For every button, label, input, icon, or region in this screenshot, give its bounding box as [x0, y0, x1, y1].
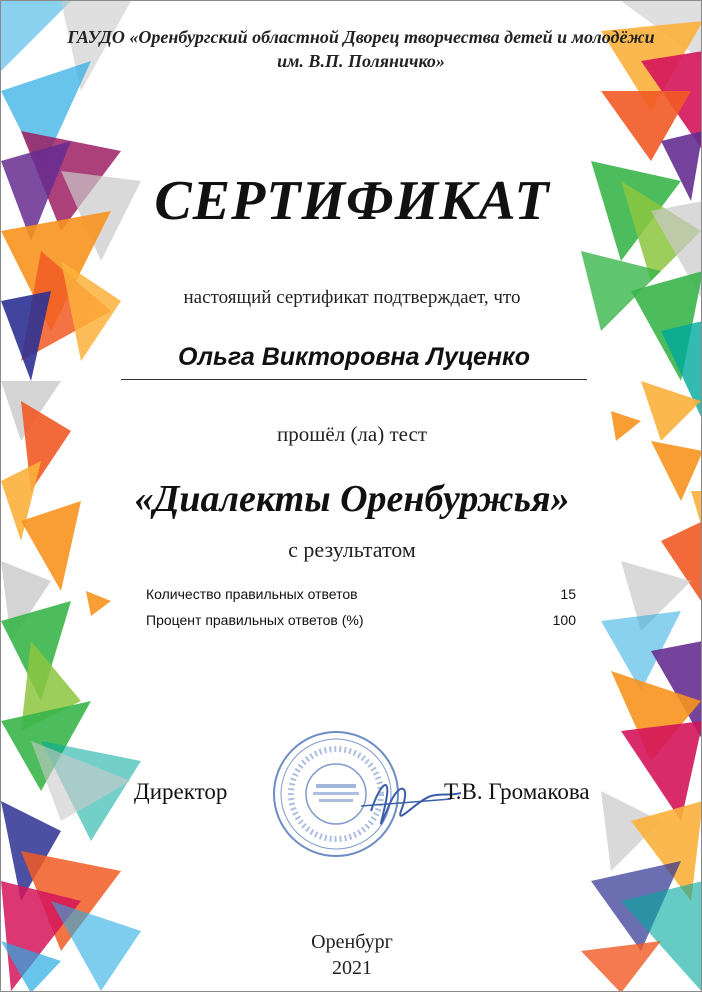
result-value: 100	[552, 612, 576, 628]
organization-name: ГАУДО «Оренбургский областной Дворец творчества детей и молодёжи им. В.П. Поляничко»	[67, 27, 655, 71]
result-row-correct-percent	[146, 612, 586, 628]
city: Оренбург	[311, 931, 393, 953]
signatory-title: Директор	[134, 779, 228, 804]
name-underline	[121, 379, 587, 380]
signatory-name: Т.В. Громакова	[444, 779, 590, 804]
test-name: «Диалекты Оренбуржья»	[134, 478, 570, 520]
result-text: с результатом	[288, 537, 416, 562]
confirm-text: настоящий сертификат подтверждает, что	[183, 287, 521, 308]
certificate-title: СЕРТИФИКАТ	[154, 170, 550, 232]
result-row-correct-count	[146, 586, 586, 602]
result-label: Процент правильных ответов (%)	[146, 612, 364, 628]
result-value: 15	[560, 586, 576, 602]
signature	[341, 741, 501, 871]
year: 2021	[332, 957, 372, 979]
recipient-name: Ольга Викторовна Луценко	[178, 343, 530, 371]
result-label: Количество правильных ответов	[146, 586, 358, 602]
passed-text: прошёл (ла) тест	[276, 422, 427, 446]
